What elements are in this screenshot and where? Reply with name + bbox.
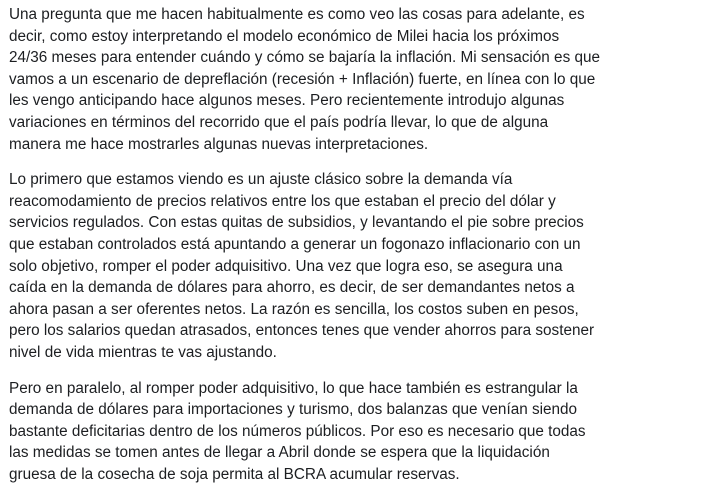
paragraph-line: vamos a un escenario de depreflación (recesión + Inflación) fuerte, en línea con lo que xyxy=(9,70,596,88)
paragraph-line: Una pregunta que me hacen habitualmente es como veo las cosas para adelante, es xyxy=(9,6,585,23)
paragraph-line: decir, como estoy interpretando el modelo económico de Milei hacia los próximos xyxy=(9,27,560,45)
paragraph-line: las medidas se tomen antes de llegar a Abril donde se espera que la liquidación xyxy=(9,444,550,462)
paragraph-line: servicios regulados. Con estas quitas de subsidios, y levantando el pie sobre precios xyxy=(9,214,584,232)
paragraph-line: demanda de dólares para importaciones y turismo, dos balanzas que venían siendo xyxy=(9,401,578,419)
paragraph-line: ahora pasan a ser oferentes netos. La razón es sencilla, los costos suben en pesos, xyxy=(9,300,579,318)
paragraph-line: Pero en paralelo, al romper poder adquisitivo, lo que hace también es estrangular la xyxy=(9,379,578,397)
paragraph-line: manera me hace mostrarles algunas nuevas interpretaciones. xyxy=(9,135,429,153)
paragraph-line: reacomodamiento de precios relativos entre los que estaban el precio del dólar y xyxy=(9,192,556,210)
paragraph-line: bastante deficitarias dentro de los números públicos. Por eso es necesario que todas xyxy=(9,422,586,440)
paragraph-line: les vengo anticipando hace algunos meses. Pero recientemente introdujo algunas xyxy=(9,92,565,110)
paragraph-line: variaciones en términos del recorrido que el país podría llevar, lo que de alguna xyxy=(9,113,549,131)
paragraph-line: pero los salarios quedan atrasados, entonces tenes que vender ahorros para sostener xyxy=(9,322,595,340)
paragraph-line: Lo primero que estamos viendo es un ajuste clásico sobre la demanda vía xyxy=(9,171,513,189)
paragraph-1 xyxy=(9,4,699,155)
post-body xyxy=(9,4,699,499)
paragraph-line: gruesa de la cosecha de soja permita al BCRA acumular reservas. xyxy=(9,465,460,483)
paragraph-line: solo objetivo, romper el poder adquisitivo. Una vez que logra eso, se asegura una xyxy=(9,257,563,275)
paragraph-line: nivel de vida mientras te vas ajustando. xyxy=(9,343,277,361)
paragraph-2 xyxy=(9,169,699,363)
paragraph-line: que estaban controlados está apuntando a generar un fogonazo inflacionario con un xyxy=(9,235,581,253)
paragraph-line: caída en la demanda de dólares para ahorro, es decir, de ser demandantes netos a xyxy=(9,279,575,297)
paragraph-3 xyxy=(9,378,699,486)
paragraph-line: 24/36 meses para entender cuándo y cómo se bajaría la inflación. Mi sensación es que xyxy=(9,49,600,67)
